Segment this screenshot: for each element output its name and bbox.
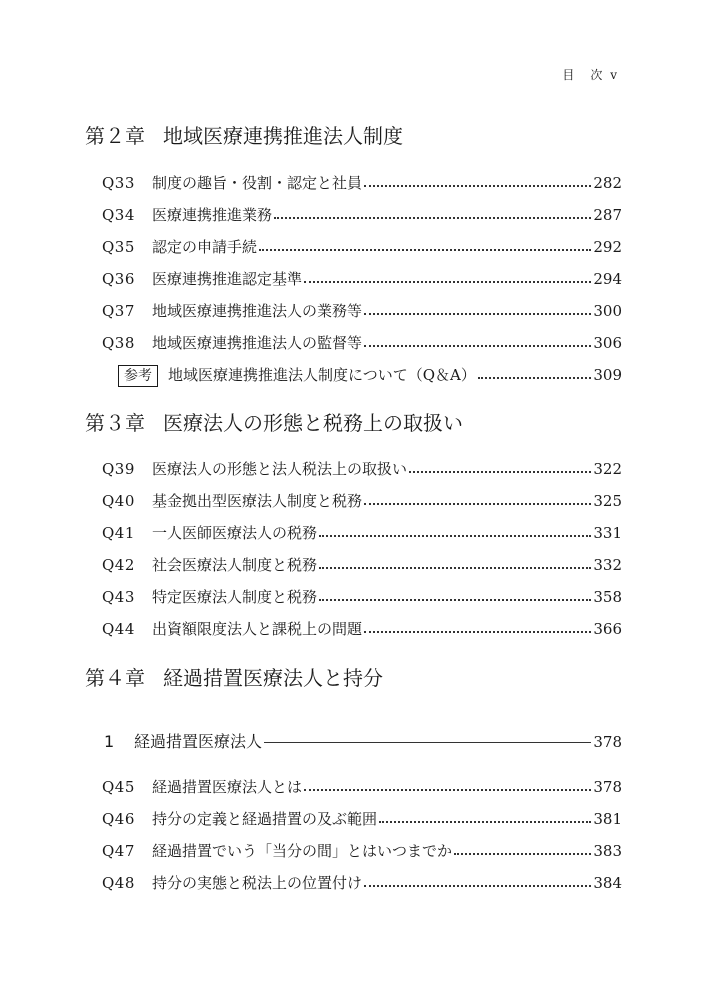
page-number: 358: [593, 588, 622, 606]
page-number: 383: [593, 842, 622, 860]
dot-leader: [304, 788, 591, 791]
toc-entry-q41[interactable]: [102, 522, 622, 546]
toc-entry-q43[interactable]: [102, 586, 622, 610]
dot-leader: [379, 820, 591, 823]
toc-entry-q35[interactable]: [102, 236, 622, 260]
reference-label-box: 参考: [118, 365, 158, 387]
question-number: Q48: [102, 874, 135, 892]
running-header: [562, 66, 619, 83]
question-number: Q43: [102, 588, 135, 606]
chapter-label: 第２章: [85, 124, 145, 148]
page-number: 306: [593, 334, 622, 352]
chapter-2-heading: [85, 120, 403, 149]
question-number: Q35: [102, 238, 135, 256]
entry-title: 制度の趣旨・役割・認定と社員: [152, 174, 363, 192]
page-number: 292: [593, 238, 622, 256]
dot-leader: [319, 534, 591, 537]
entry-title: 持分の実態と税法上の位置付け: [152, 874, 363, 892]
toc-section-1[interactable]: [104, 729, 622, 755]
question-number: Q41: [102, 524, 135, 542]
entry-title: 地域医療連携推進法人の監督等: [152, 334, 363, 352]
question-number: Q38: [102, 334, 135, 352]
page-number: 322: [593, 460, 622, 478]
page-number: 300: [593, 302, 622, 320]
dot-leader: [364, 630, 591, 633]
entry-title: 医療連携推進認定基準: [152, 270, 303, 288]
page-folio: v: [610, 68, 619, 82]
toc-entry-q38[interactable]: [102, 332, 622, 356]
entry-title: 地域医療連携推進法人の業務等: [152, 302, 363, 320]
entry-title: 出資額限度法人と課税上の問題: [152, 620, 363, 638]
entry-title: 経過措置でいう「当分の間」とはいつまでか: [152, 842, 453, 860]
dot-leader: [364, 502, 591, 505]
question-number: Q44: [102, 620, 135, 638]
page-number: 378: [593, 733, 622, 751]
question-number: Q33: [102, 174, 135, 192]
page-number: 378: [593, 778, 622, 796]
dot-leader: [364, 312, 591, 315]
entry-title: 認定の申請手続: [152, 238, 258, 256]
page-number: 381: [593, 810, 622, 828]
question-number: Q37: [102, 302, 135, 320]
question-number: Q45: [102, 778, 135, 796]
chapter-label: 第４章: [85, 666, 145, 690]
toc-entry-q46[interactable]: [102, 808, 622, 832]
header-part1: 目: [562, 68, 577, 82]
entry-title: 医療連携推進業務: [152, 206, 273, 224]
header-part2: 次: [590, 68, 605, 82]
page-number: 384: [593, 874, 622, 892]
page-number: 294: [593, 270, 622, 288]
dot-leader: [274, 216, 591, 219]
question-number: Q39: [102, 460, 135, 478]
dot-leader: [364, 344, 591, 347]
question-number: Q40: [102, 492, 135, 510]
toc-entry-q37[interactable]: [102, 300, 622, 324]
chapter-title: 医療法人の形態と税務上の取扱い: [163, 411, 463, 435]
toc-entry-q42[interactable]: [102, 554, 622, 578]
entry-title: 地域医療連携推進法人制度について（Q＆A）: [168, 366, 476, 384]
toc-entry-q47[interactable]: [102, 840, 622, 864]
dot-leader: [454, 852, 591, 855]
entry-title: 経過措置医療法人とは: [152, 778, 303, 796]
dot-leader: [304, 280, 591, 283]
entry-title: 医療法人の形態と法人税法上の取扱い: [152, 460, 408, 478]
entry-title: 一人医師医療法人の税務: [152, 524, 318, 542]
toc-entry-q36[interactable]: [102, 268, 622, 292]
dot-leader: [478, 376, 592, 379]
page-number: 331: [593, 524, 622, 542]
dot-leader: [259, 248, 591, 251]
toc-entry-q39[interactable]: [102, 458, 622, 482]
rule-leader: [264, 742, 591, 743]
page-number: 332: [593, 556, 622, 574]
question-number: Q47: [102, 842, 135, 860]
dot-leader: [319, 566, 591, 569]
chapter-3-heading: [85, 407, 463, 436]
toc-entry-q44[interactable]: [102, 618, 622, 642]
page-number: 282: [593, 174, 622, 192]
page-number: 366: [593, 620, 622, 638]
page-number: 309: [593, 366, 622, 384]
dot-leader: [364, 884, 591, 887]
question-number: Q36: [102, 270, 135, 288]
chapter-title: 経過措置医療法人と持分: [163, 666, 383, 690]
entry-title: 社会医療法人制度と税務: [152, 556, 318, 574]
question-number: Q46: [102, 810, 135, 828]
toc-entry-q33[interactable]: [102, 172, 622, 196]
toc-entry-q48[interactable]: [102, 872, 622, 896]
chapter-4-heading: [85, 662, 383, 691]
page-number: 287: [593, 206, 622, 224]
toc-entry-q45[interactable]: [102, 776, 622, 800]
toc-entry-reference[interactable]: [118, 364, 622, 388]
section-number: 1: [104, 732, 115, 751]
dot-leader: [409, 470, 591, 473]
toc-entry-q40[interactable]: [102, 490, 622, 514]
section-title: 経過措置医療法人: [134, 732, 263, 751]
dot-leader: [319, 598, 591, 601]
toc-entry-q34[interactable]: [102, 204, 622, 228]
chapter-label: 第３章: [85, 411, 145, 435]
entry-title: 持分の定義と経過措置の及ぶ範囲: [152, 810, 378, 828]
dot-leader: [364, 184, 591, 187]
question-number: Q42: [102, 556, 135, 574]
entry-title: 特定医療法人制度と税務: [152, 588, 318, 606]
chapter-title: 地域医療連携推進法人制度: [163, 124, 403, 148]
entry-title: 基金拠出型医療法人制度と税務: [152, 492, 363, 510]
question-number: Q34: [102, 206, 135, 224]
page-number: 325: [593, 492, 622, 510]
